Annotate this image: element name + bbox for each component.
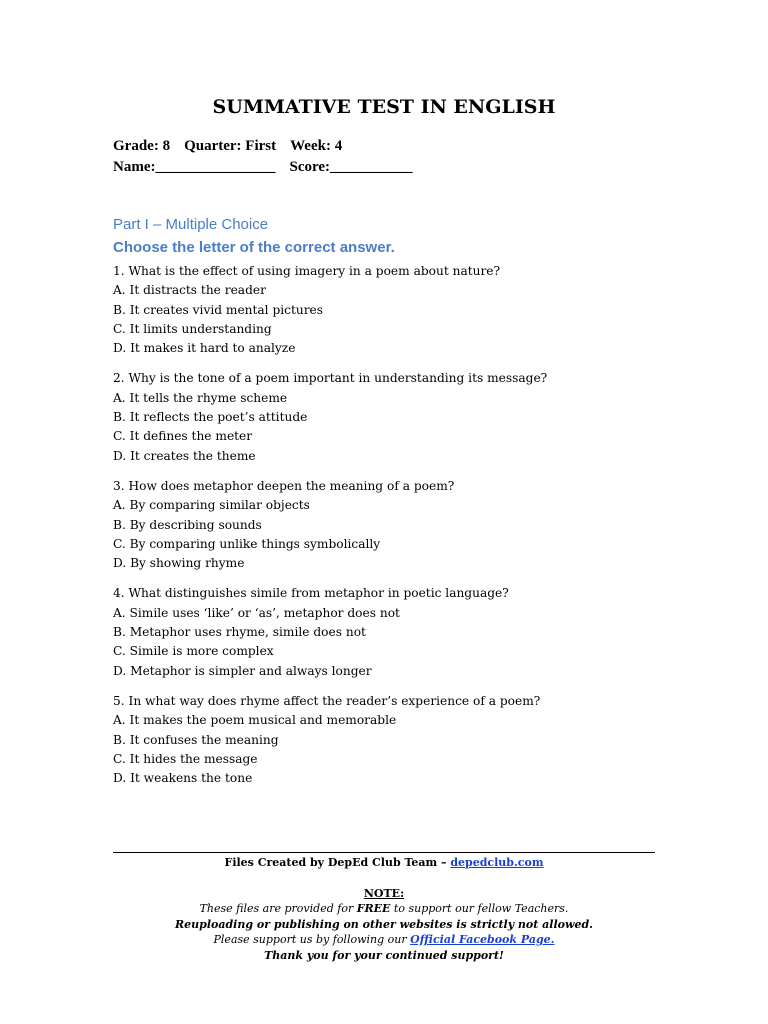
answer-option: A. It makes the poem musical and memorable: [113, 713, 397, 728]
student-info-line: [113, 159, 413, 176]
question-item: [113, 369, 673, 465]
answer-option: D. By showing rhyme: [113, 556, 245, 571]
answer-option: D. It makes it hard to analyze: [113, 341, 296, 356]
question-text: 2. Why is the tone of a poem important in understanding its message?: [113, 371, 548, 386]
name-field: Name:________________: [113, 159, 276, 175]
note-heading: NOTE:: [363, 886, 405, 900]
question-text: 4. What distinguishes simile from metaphor in poetic language?: [113, 586, 509, 601]
answer-option: C. By comparing unlike things symbolically: [113, 536, 381, 551]
answer-option: D. It creates the theme: [113, 448, 256, 463]
answer-option: D. Metaphor is simpler and always longer: [113, 663, 372, 678]
quarter-label: Quarter: First: [184, 138, 277, 154]
part-instruction: Choose the letter of the correct answer.: [113, 239, 395, 256]
week-label: Week: 4: [290, 138, 343, 154]
answer-option: B. It creates vivid mental pictures: [113, 302, 324, 317]
note-text: These files are provided for: [199, 902, 357, 915]
note-line-restriction: Reuploading or publishing on other websites is strictly not allowed.: [175, 917, 593, 931]
question-text: 5. In what way does rhyme affect the reader’s experience of a poem?: [113, 693, 541, 708]
page-footer: [113, 852, 655, 963]
question-text: 3. How does metaphor deepen the meaning of a poem?: [113, 478, 455, 493]
test-info-line: [113, 138, 342, 155]
answer-option: B. By describing sounds: [113, 517, 262, 532]
answer-option: C. It hides the message: [113, 751, 258, 766]
question-item: [113, 692, 673, 788]
question-list: [113, 262, 673, 799]
score-field: Score:___________: [289, 159, 413, 175]
part-title: Part I – Multiple Choice: [113, 216, 269, 233]
website-link[interactable]: depedclub.com: [450, 856, 544, 869]
answer-option: A. Simile uses ‘like’ or ‘as’, metaphor does not: [113, 605, 400, 620]
answer-option: B. Metaphor uses rhyme, simile does not: [113, 625, 366, 640]
answer-option: B. It reflects the poet’s attitude: [113, 410, 308, 425]
page-title: SUMMATIVE TEST IN ENGLISH: [212, 96, 556, 118]
answer-option: C. Simile is more complex: [113, 644, 274, 659]
grade-label: Grade: 8: [113, 138, 171, 154]
note-line-support: [113, 932, 655, 948]
question-item: [113, 262, 673, 358]
answer-option: A. It tells the rhyme scheme: [113, 390, 288, 405]
answer-option: D. It weakens the tone: [113, 771, 253, 786]
question-item: [113, 477, 673, 573]
facebook-page-link[interactable]: Official Facebook Page.: [410, 933, 555, 946]
note-free-emphasis: FREE: [356, 902, 391, 915]
note-line-thanks: Thank you for your continued support!: [264, 948, 504, 962]
note-line-free: [113, 901, 655, 917]
answer-option: A. By comparing similar objects: [113, 498, 310, 513]
note-text: Please support us by following our: [213, 933, 411, 946]
answer-option: C. It limits understanding: [113, 321, 272, 336]
note-text: to support our fellow Teachers.: [390, 902, 569, 915]
question-item: [113, 584, 673, 680]
footer-credit: [113, 855, 655, 871]
answer-option: B. It confuses the meaning: [113, 732, 279, 747]
answer-option: C. It defines the meter: [113, 429, 253, 444]
question-text: 1. What is the effect of using imagery in a poem about nature?: [113, 264, 501, 278]
credit-text: Files Created by DepEd Club Team –: [224, 856, 451, 869]
answer-option: A. It distracts the reader: [113, 283, 266, 298]
